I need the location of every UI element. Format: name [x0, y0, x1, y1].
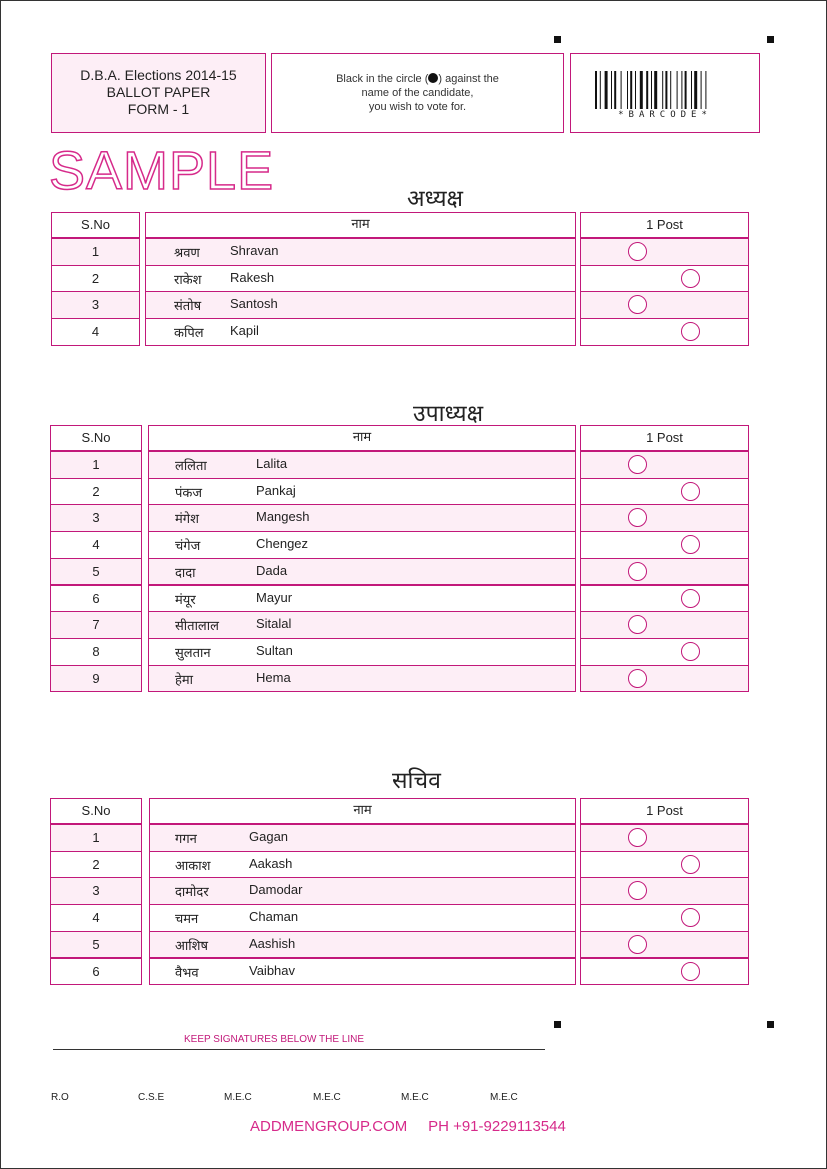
row-sno: 4	[51, 318, 140, 346]
instruction-line-2: name of the candidate,	[361, 87, 474, 99]
barcode-bar	[677, 71, 678, 109]
row-post-cell	[580, 638, 749, 666]
row-sno: 3	[50, 877, 142, 905]
signature-label-mec: M.E.C	[401, 1092, 429, 1103]
vote-circle[interactable]	[681, 482, 700, 501]
row-sno: 3	[51, 291, 140, 319]
form-number: FORM - 1	[127, 101, 190, 117]
row-post-cell	[580, 585, 749, 613]
row-name-cell	[148, 531, 576, 559]
row-sno: 5	[50, 931, 142, 959]
row-sno: 3	[50, 504, 142, 532]
row-sno: 4	[50, 531, 142, 559]
vote-circle[interactable]	[681, 642, 700, 661]
registration-mark	[554, 1021, 561, 1028]
registration-mark	[767, 36, 774, 43]
vote-circle[interactable]	[628, 935, 647, 954]
header-post: 1 Post	[580, 425, 749, 451]
candidate-name-english: Aashish	[249, 935, 296, 951]
barcode-bar	[691, 71, 692, 109]
candidate-name-english: Dada	[256, 562, 288, 578]
barcode-bar	[640, 71, 643, 109]
vote-circle[interactable]	[628, 242, 647, 261]
header-sno: S.No	[50, 425, 142, 451]
barcode-bar	[600, 71, 601, 109]
row-post-cell	[580, 824, 749, 852]
row-name-cell	[148, 585, 576, 613]
row-post-cell	[580, 531, 749, 559]
registration-mark	[554, 36, 561, 43]
election-title: D.B.A. Elections 2014-15	[80, 67, 237, 83]
vote-circle[interactable]	[681, 589, 700, 608]
candidate-name-english: Mangesh	[256, 509, 310, 525]
row-post-cell	[580, 478, 749, 506]
footer-contact: ADDMENGROUP.COM PH +91-9229113544	[250, 1118, 566, 1135]
row-name-cell	[148, 504, 576, 532]
barcode-bar	[605, 71, 608, 109]
barcode-bar	[621, 71, 622, 109]
row-name-cell	[148, 638, 576, 666]
barcode-bar	[595, 71, 597, 109]
barcode-bar	[662, 71, 663, 109]
row-post-cell	[580, 451, 749, 479]
instruction-line-3: you wish to vote for.	[368, 101, 467, 113]
row-post-cell	[580, 238, 749, 266]
row-sno: 2	[50, 478, 142, 506]
barcode-bar	[681, 71, 682, 109]
barcode-bar	[685, 71, 687, 109]
header-name: नाम	[149, 798, 576, 824]
candidate-name-hindi: हेमा	[175, 672, 194, 688]
row-name-cell	[149, 877, 576, 905]
row-name-cell	[148, 665, 576, 693]
vote-circle[interactable]	[628, 828, 647, 847]
sample-watermark: SAMPLE	[49, 141, 275, 201]
row-name-cell	[145, 265, 576, 293]
candidate-name-english: Mayur	[256, 589, 293, 605]
header-post: 1 Post	[580, 212, 749, 238]
row-post-cell	[580, 504, 749, 532]
candidate-name-english: Aakash	[249, 855, 293, 871]
row-name-cell	[148, 451, 576, 479]
row-sno: 2	[51, 265, 140, 293]
row-post-cell	[580, 877, 749, 905]
candidate-name-english: Sultan	[256, 642, 293, 658]
vote-circle[interactable]	[681, 269, 700, 288]
row-name-cell	[145, 291, 576, 319]
signature-label-ro: R.O	[51, 1092, 69, 1103]
instruction-line-1: Black in the circle ( ) against the	[336, 73, 499, 85]
registration-mark	[767, 1021, 774, 1028]
header-post: 1 Post	[580, 798, 749, 824]
barcode-bar	[646, 71, 648, 109]
signature-line	[53, 1049, 545, 1050]
candidate-name-english: Damodar	[249, 882, 303, 898]
candidate-name-hindi: चंगेज	[175, 539, 201, 555]
candidate-name-hindi: राकेश	[174, 272, 202, 288]
vote-circle[interactable]	[628, 669, 647, 688]
candidate-name-hindi: आशिष	[175, 938, 209, 954]
candidate-name-hindi: सीतालाल	[175, 619, 219, 635]
row-name-cell	[149, 851, 576, 879]
row-sno: 2	[50, 851, 142, 879]
signature-label-mec: M.E.C	[490, 1092, 518, 1103]
row-sno: 4	[50, 904, 142, 932]
signature-label-mec: M.E.C	[313, 1092, 341, 1103]
row-sno: 1	[50, 451, 142, 479]
header-name: नाम	[145, 212, 576, 238]
ballot-paper-label: BALLOT PAPER	[106, 84, 211, 100]
row-post-cell	[580, 904, 749, 932]
barcode-box	[570, 53, 760, 133]
candidate-name-hindi: पंकज	[175, 485, 203, 501]
vote-circle[interactable]	[681, 908, 700, 927]
candidate-name-hindi: आकाश	[175, 858, 211, 874]
row-post-cell	[580, 291, 749, 319]
barcode-bar	[614, 71, 616, 109]
vote-circle[interactable]	[681, 962, 700, 981]
candidate-name-hindi: चमन	[175, 912, 199, 928]
candidate-name-english: Gagan	[249, 829, 289, 844]
row-post-cell	[580, 318, 749, 346]
barcode-bar	[630, 71, 632, 109]
barcode-bar	[705, 71, 706, 109]
row-sno: 1	[50, 824, 142, 852]
vote-circle[interactable]	[628, 562, 647, 581]
section-title: उपाध्यक्ष	[413, 401, 484, 427]
vote-circle[interactable]	[681, 322, 700, 341]
vote-circle[interactable]	[681, 855, 700, 874]
candidate-name-hindi: ललिता	[175, 459, 207, 474]
candidate-name-english: Sitalal	[256, 616, 292, 632]
candidate-name-hindi: वैभव	[175, 965, 199, 981]
row-name-cell	[148, 478, 576, 506]
filled-circle-icon	[428, 73, 438, 83]
row-name-cell	[148, 558, 576, 586]
candidate-name-english: Rakesh	[230, 269, 275, 285]
barcode-bar	[694, 71, 697, 109]
candidate-name-hindi: श्रवण	[174, 246, 200, 261]
row-sno: 5	[50, 558, 142, 586]
barcode-bar	[635, 71, 636, 109]
candidate-name-english: Chaman	[249, 909, 299, 925]
vote-circle[interactable]	[628, 455, 647, 474]
row-post-cell	[580, 665, 749, 693]
row-sno: 1	[51, 238, 140, 266]
header-sno: S.No	[51, 212, 140, 238]
candidate-name-english: Santosh	[230, 296, 278, 312]
header-sno: S.No	[50, 798, 142, 824]
vote-circle[interactable]	[681, 535, 700, 554]
candidate-name-hindi: कपिल	[174, 326, 204, 342]
row-post-cell	[580, 265, 749, 293]
candidate-name-hindi: मंयूर	[175, 592, 196, 608]
signature-label-mec: M.E.C	[224, 1092, 252, 1103]
instruction-box	[271, 53, 564, 133]
row-post-cell	[580, 611, 749, 639]
candidate-name-hindi: दामोदर	[175, 885, 209, 901]
row-sno: 6	[50, 958, 142, 986]
candidate-name-hindi: मंगेश	[175, 512, 199, 528]
barcode-bar	[651, 71, 652, 109]
signature-note: KEEP SIGNATURES BELOW THE LINE	[184, 1034, 365, 1045]
row-name-cell	[145, 238, 576, 266]
section-title: अध्यक्ष	[407, 186, 464, 212]
row-post-cell	[580, 558, 749, 586]
row-name-cell	[149, 824, 576, 852]
barcode-bar	[701, 71, 702, 109]
row-name-cell	[149, 931, 576, 959]
candidate-name-english: Chengez	[256, 536, 309, 552]
section-title: सचिव	[392, 768, 441, 794]
candidate-name-hindi: गगन	[175, 832, 197, 847]
candidate-name-hindi: दादा	[175, 565, 196, 581]
barcode-bar	[627, 71, 628, 109]
candidate-name-english: Lalita	[256, 456, 288, 471]
candidate-name-english: Kapil	[230, 323, 259, 339]
candidate-name-hindi: संतोष	[174, 299, 202, 315]
barcode-bar	[670, 71, 671, 109]
row-name-cell	[149, 958, 576, 986]
row-post-cell	[580, 851, 749, 879]
barcode-bar	[611, 71, 612, 109]
candidate-name-english: Hema	[256, 669, 291, 685]
row-sno: 7	[50, 611, 142, 639]
barcode-text: *BARCODE*	[618, 110, 712, 120]
barcode-bar	[665, 71, 667, 109]
row-name-cell	[149, 904, 576, 932]
row-sno: 6	[50, 585, 142, 613]
candidate-name-english: Vaibhav	[249, 962, 296, 978]
row-sno: 8	[50, 638, 142, 666]
signature-label-cse: C.S.E	[138, 1092, 165, 1103]
row-post-cell	[580, 931, 749, 959]
barcode-icon	[595, 71, 745, 111]
candidate-name-english: Shravan	[230, 243, 279, 258]
row-post-cell	[580, 958, 749, 986]
header-name: नाम	[148, 425, 576, 451]
row-sno: 9	[50, 665, 142, 693]
candidate-name-english: Pankaj	[256, 482, 296, 498]
barcode-bar	[654, 71, 657, 109]
form-info-box	[51, 53, 266, 133]
row-name-cell	[145, 318, 576, 346]
candidate-name-hindi: सुलतान	[175, 645, 211, 661]
